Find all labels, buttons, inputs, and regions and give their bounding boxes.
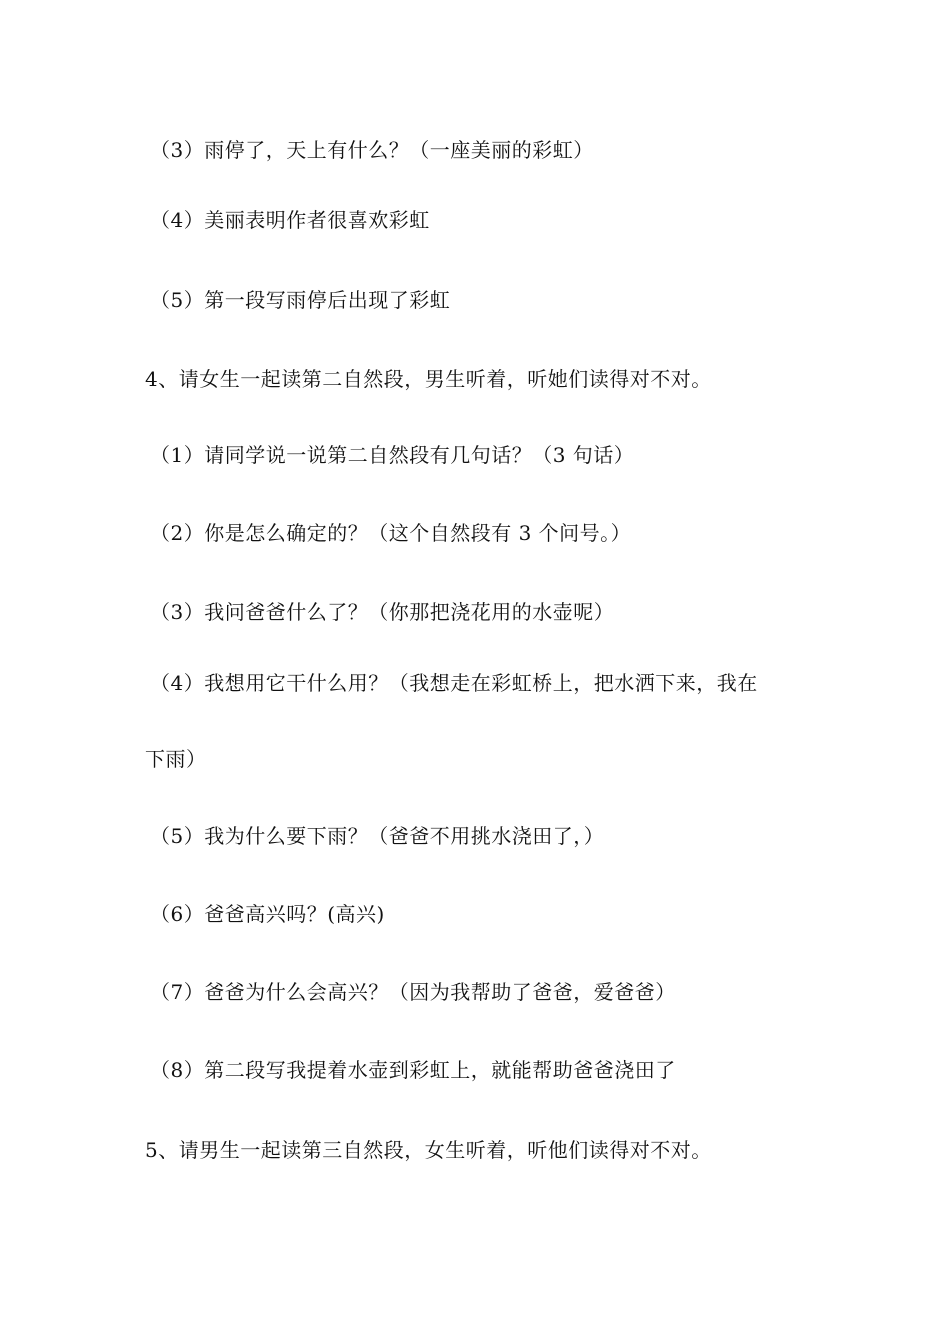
question-line: （3）我问爸爸什么了？（你那把浇花用的水壶呢） <box>150 600 615 624</box>
question-line: （4）我想用它干什么用？（我想走在彩虹桥上，把水洒下来，我在 <box>150 671 758 695</box>
question-line: （8）第二段写我提着水壶到彩虹上，就能帮助爸爸浇田了 <box>150 1058 676 1082</box>
question-line: （6）爸爸高兴吗？(高兴) <box>150 902 385 926</box>
question-line: （3）雨停了，天上有什么？（一座美丽的彩虹） <box>150 138 594 162</box>
instruction-line: 4、请女生一起读第二自然段，男生听着，听她们读得对不对。 <box>145 367 712 391</box>
question-line: （5）第一段写雨停后出现了彩虹 <box>150 288 451 312</box>
question-line: （2）你是怎么确定的？（这个自然段有 3 个问号。） <box>150 521 632 545</box>
question-line-continuation: 下雨） <box>145 747 207 771</box>
question-line: （7）爸爸为什么会高兴？（因为我帮助了爸爸，爱爸爸） <box>150 980 676 1004</box>
question-line: （1）请同学说一说第二自然段有几句话？（3 句话） <box>150 443 635 467</box>
instruction-line: 5、请男生一起读第三自然段，女生听着，听他们读得对不对。 <box>145 1138 712 1162</box>
question-line: （5）我为什么要下雨？（爸爸不用挑水浇田了，） <box>150 824 605 848</box>
question-line: （4）美丽表明作者很喜欢彩虹 <box>150 208 430 232</box>
